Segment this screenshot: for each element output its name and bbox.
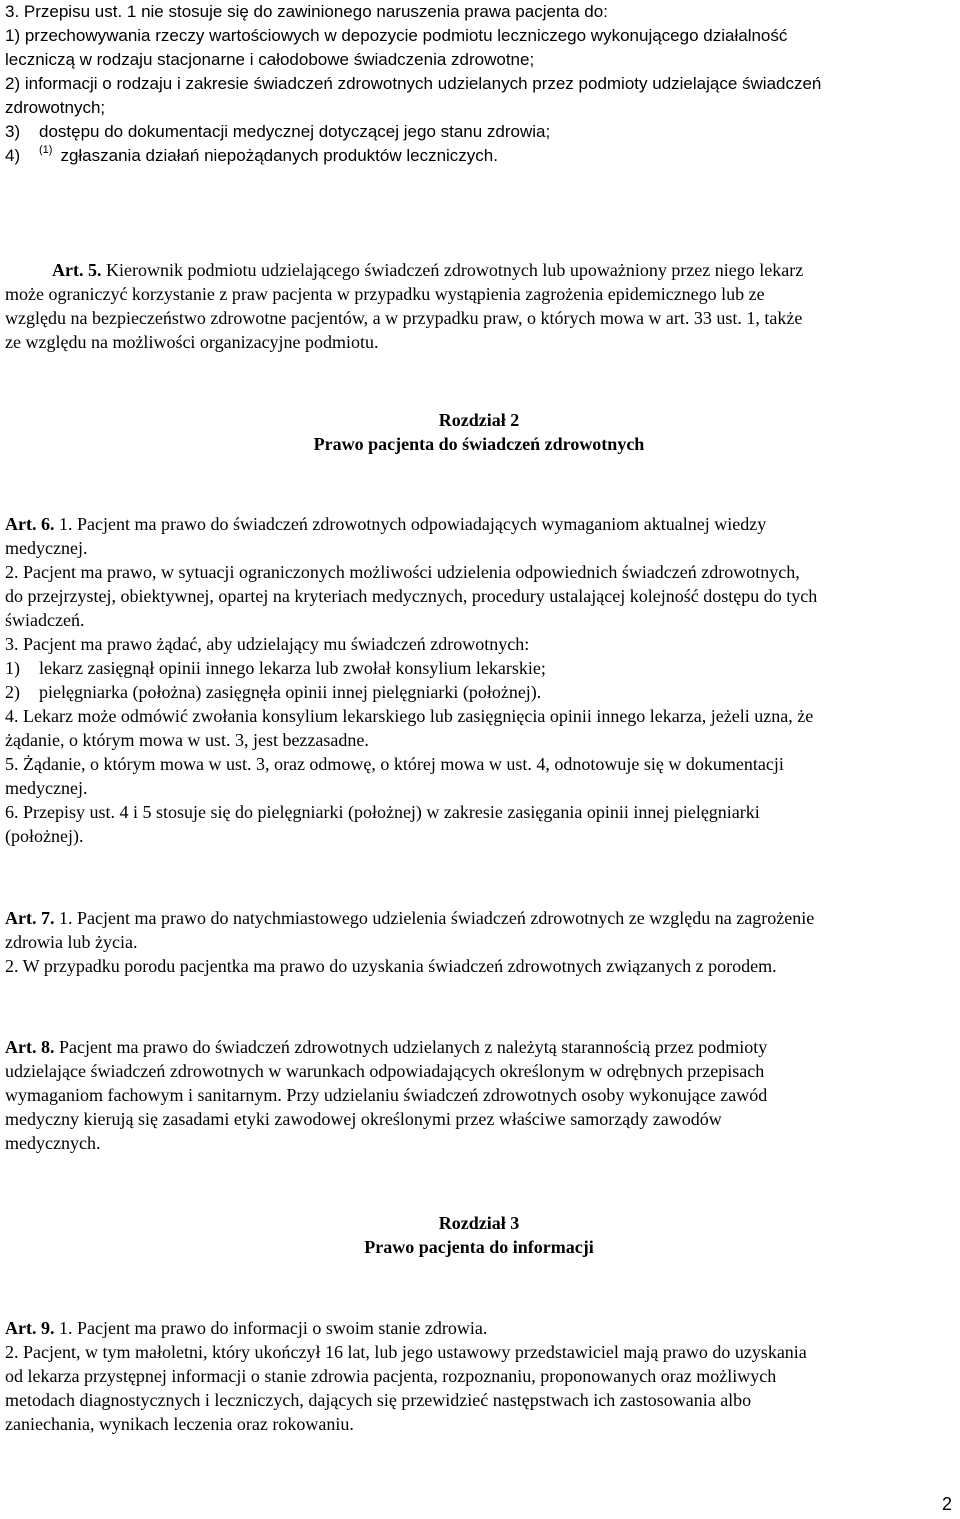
article-label: Art. 9. bbox=[5, 1318, 55, 1338]
chapter-title: Prawo pacjenta do świadczeń zdrowotnych bbox=[313, 434, 645, 454]
text-line: medycznej. bbox=[5, 778, 88, 798]
list-text: pielęgniarka (położna) zasięgnęła opinii innej pielęgniarki (położnej). bbox=[39, 682, 542, 702]
text-line: ze względu na możliwości organizacyjne podmiotu. bbox=[5, 332, 379, 352]
text-line: 2. W przypadku porodu pacjentka ma prawo do uzyskania świadczeń zdrowotnych związanych z porodem. bbox=[5, 956, 777, 976]
text-line bbox=[5, 1316, 807, 1340]
text-line: od lekarza przystępnej informacji o stanie zdrowia pacjenta, rozpoznaniu, proponowanych oraz możliwych bbox=[5, 1366, 777, 1386]
text-line: 3. Przepisu ust. 1 nie stosuje się do zawinionego naruszenia prawa pacjenta do: bbox=[5, 2, 608, 21]
text-line bbox=[5, 512, 817, 536]
text-line: 2. Pacjent ma prawo, w sytuacji ograniczonych możliwości udzielenia odpowiednich świadczeń zdrowotnych, bbox=[5, 562, 800, 582]
list-number: 2) bbox=[5, 682, 20, 702]
text-line: 3. Pacjent ma prawo żądać, aby udzielający mu świadczeń zdrowotnych: bbox=[5, 634, 530, 654]
list-text: zgłaszania działań niepożądanych produktów leczniczych. bbox=[60, 146, 498, 165]
chapter-2-heading bbox=[5, 408, 953, 456]
article-8 bbox=[5, 1035, 767, 1155]
text-line bbox=[5, 1035, 767, 1059]
article-label: Art. 7. bbox=[5, 908, 55, 928]
text-line: do przejrzystej, obiektywnej, opartej na kryteriach medycznych, procedury ustalającej kolejność dostępu do tych bbox=[5, 586, 818, 606]
text-line: 2. Pacjent, w tym małoletni, który ukończył 16 lat, lub jego ustawowy przedstawiciel mają prawo do uzyskania bbox=[5, 1342, 807, 1362]
article-7 bbox=[5, 906, 814, 978]
chapter-number: Rozdział 2 bbox=[438, 410, 520, 430]
text-line: zdrowia lub życia. bbox=[5, 932, 138, 952]
top-section bbox=[5, 0, 821, 170]
text-line: względu na bezpieczeństwo zdrowotne pacjentów, a w przypadku praw, o których mowa w art. 33 ust. 1, także bbox=[5, 308, 803, 328]
chapter-3-heading bbox=[5, 1211, 953, 1259]
text-line: 4. Lekarz może odmówić zwołania konsylium lekarskiego lub zasięgnięcia opinii innego lekarza, jeżeli uzna, że bbox=[5, 706, 814, 726]
text-line: żądanie, o którym mowa w ust. 3, jest bezzasadne. bbox=[5, 730, 369, 750]
list-text: lekarz zasięgnął opinii innego lekarza lub zwołał konsylium lekarskie; bbox=[39, 658, 546, 678]
chapter-title: Prawo pacjenta do informacji bbox=[364, 1237, 594, 1257]
article-text: Pacjent ma prawo do świadczeń zdrowotnych udzielanych z należytą starannością przez podmioty bbox=[54, 1037, 768, 1057]
article-text: 1. Pacjent ma prawo do świadczeń zdrowotnych odpowiadających wymaganiom aktualnej wiedzy bbox=[54, 514, 767, 534]
article-5 bbox=[5, 258, 803, 354]
article-label: Art. 8. bbox=[5, 1037, 55, 1057]
text-line: medyczny kierują się zasadami etyki zawodowej określonymi przez właściwe samorządy zawodów bbox=[5, 1109, 722, 1129]
article-label: Art. 6. bbox=[5, 514, 55, 534]
text-line: 1) przechowywania rzeczy wartościowych w depozycie podmiotu leczniczego wykonującego działalność bbox=[5, 26, 788, 45]
page-number: 2 bbox=[941, 1494, 952, 1514]
article-text: 1. Pacjent ma prawo do natychmiastowego udzielenia świadczeń zdrowotnych ze względu na zagrożenie bbox=[54, 908, 815, 928]
list-text: dostępu do dokumentacji medycznej dotyczącej jego stanu zdrowia; bbox=[39, 122, 551, 141]
text-line: (położnej). bbox=[5, 826, 84, 846]
text-line: 5. Żądanie, o którym mowa w ust. 3, oraz odmowę, o której mowa w ust. 4, odnotowuje się w dokumentacji bbox=[5, 754, 784, 774]
text-line: zdrowotnych; bbox=[5, 98, 106, 117]
text-line: może ograniczyć korzystanie z praw pacjenta w przypadku wystąpienia zagrożenia epidemicznego lub ze bbox=[5, 284, 765, 304]
article-text: 1. Pacjent ma prawo do informacji o swoim stanie zdrowia. bbox=[54, 1318, 488, 1338]
article-label: Art. 5. bbox=[52, 260, 102, 280]
text-line: 6. Przepisy ust. 4 i 5 stosuje się do pielęgniarki (położnej) w zakresie zasięgania opinii innej pielęgniarki bbox=[5, 802, 760, 822]
footnote-link[interactable]: (1) bbox=[39, 144, 53, 156]
text-line bbox=[5, 258, 803, 282]
article-9 bbox=[5, 1316, 807, 1436]
list-item bbox=[5, 144, 821, 170]
text-line: medycznej. bbox=[5, 538, 88, 558]
text-line: leczniczą w rodzaju stacjonarne i całodobowe świadczenia zdrowotne; bbox=[5, 50, 535, 69]
list-item bbox=[5, 680, 817, 704]
text-line bbox=[5, 906, 814, 930]
text-line: zaniechania, wynikach leczenia oraz rokowaniu. bbox=[5, 1414, 354, 1434]
list-number: 1) bbox=[5, 658, 20, 678]
list-item bbox=[5, 656, 817, 680]
article-text: Kierownik podmiotu udzielającego świadczeń zdrowotnych lub upoważniony przez niego lekarz bbox=[101, 260, 804, 280]
list-number: 3) bbox=[5, 122, 21, 141]
text-line: świadczeń. bbox=[5, 610, 85, 630]
list-number: 4) bbox=[5, 146, 21, 165]
chapter-number: Rozdział 3 bbox=[438, 1213, 520, 1233]
text-line: medycznych. bbox=[5, 1133, 101, 1153]
list-item bbox=[5, 120, 821, 144]
text-line: 2) informacji o rodzaju i zakresie świadczeń zdrowotnych udzielanych przez podmioty udzielające świadczeń bbox=[5, 74, 822, 93]
text-line: udzielające świadczeń zdrowotnych w warunkach odpowiadających określonym w odrębnych przepisach bbox=[5, 1061, 765, 1081]
text-line: metodach diagnostycznych i leczniczych, dających się przewidzieć następstwach ich zastosowania albo bbox=[5, 1390, 752, 1410]
article-6 bbox=[5, 512, 817, 848]
text-line: wymaganiom fachowym i sanitarnym. Przy udzielaniu świadczeń zdrowotnych osoby wykonujące zawód bbox=[5, 1085, 768, 1105]
